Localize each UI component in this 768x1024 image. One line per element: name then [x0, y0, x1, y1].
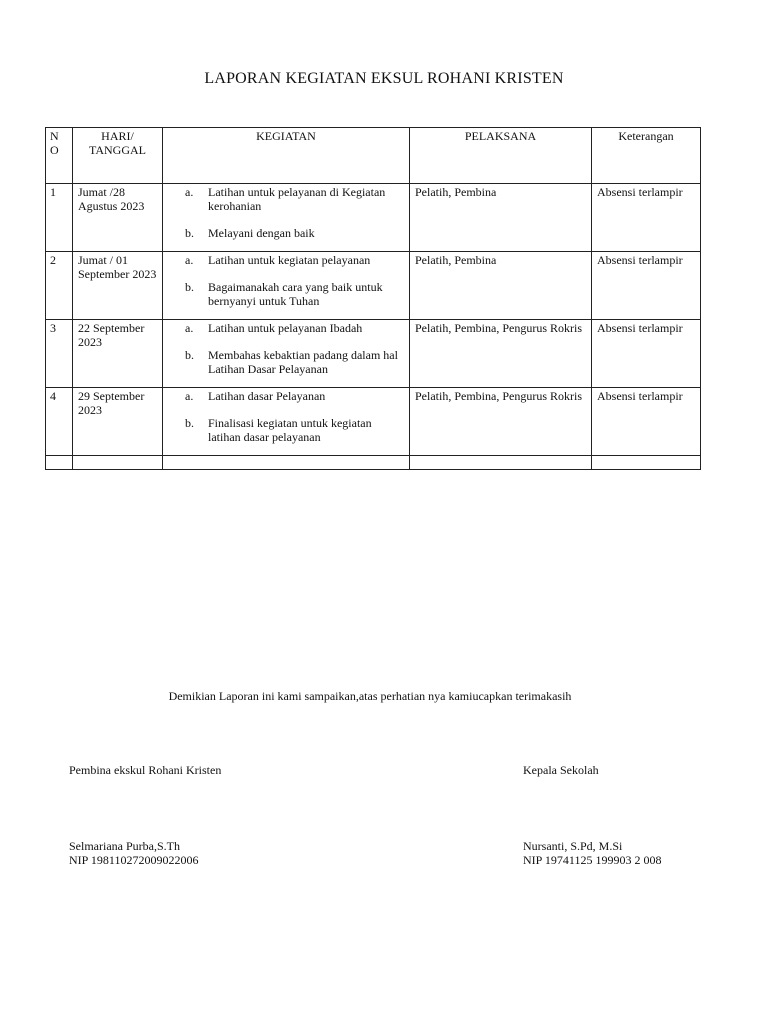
- table-row: [46, 320, 701, 388]
- list-item: [168, 253, 404, 267]
- activity-text: Latihan untuk pelayanan di Kegiatan kerohanian: [208, 185, 386, 213]
- empty-cell: [592, 456, 701, 470]
- table-row: [46, 388, 701, 456]
- right-signature-name: Nursanti, S.Pd, M.Si: [523, 839, 623, 853]
- row-keterangan: Absensi terlampir: [592, 388, 701, 456]
- row-no: 3: [46, 320, 73, 388]
- header-keterangan: Keterangan: [592, 128, 701, 184]
- activity-text: Bagaimanakah cara yang baik untuk bernyanyi untuk Tuhan: [208, 280, 383, 308]
- empty-cell: [410, 456, 592, 470]
- activity-text: Latihan untuk kegiatan pelayanan: [208, 253, 371, 267]
- list-marker: a.: [185, 253, 194, 267]
- list-marker: b.: [185, 226, 194, 240]
- activity-text: Latihan dasar Pelayanan: [208, 389, 326, 403]
- row-pelaksana: Pelatih, Pembina: [410, 252, 592, 320]
- row-no: 2: [46, 252, 73, 320]
- row-date: 29 September 2023: [73, 388, 163, 456]
- header-pelaksana: PELAKSANA: [410, 128, 592, 184]
- closing-statement: Demikian Laporan ini kami sampaikan,atas perhatian nya kamiucapkan terimakasih: [168, 689, 572, 703]
- row-activities: [163, 320, 410, 388]
- empty-cell: [73, 456, 163, 470]
- list-item: [168, 416, 404, 444]
- activity-text: Melayani dengan baik: [208, 226, 315, 240]
- row-pelaksana: Pelatih, Pembina, Pengurus Rokris: [410, 320, 592, 388]
- row-date: 22 September 2023: [73, 320, 163, 388]
- row-no: 4: [46, 388, 73, 456]
- row-keterangan: Absensi terlampir: [592, 184, 701, 252]
- list-marker: b.: [185, 280, 194, 294]
- left-signature-nip: NIP 198110272009022006: [69, 853, 199, 867]
- row-date: Jumat / 01 September 2023: [73, 252, 163, 320]
- row-pelaksana: Pelatih, Pembina, Pengurus Rokris: [410, 388, 592, 456]
- row-activities: [163, 184, 410, 252]
- empty-row: [46, 456, 701, 470]
- list-item: [168, 321, 404, 335]
- list-item: [168, 280, 404, 308]
- left-signature-role: Pembina ekskul Rohani Kristen: [69, 763, 222, 777]
- activity-text: Latihan untuk pelayanan Ibadah: [208, 321, 363, 335]
- header-kegiatan: KEGIATAN: [163, 128, 410, 184]
- list-item: [168, 226, 404, 240]
- table-row: [46, 184, 701, 252]
- activity-text: Finalisasi kegiatan untuk kegiatan latihan dasar pelayanan: [208, 416, 372, 444]
- table-row: [46, 252, 701, 320]
- list-marker: a.: [185, 321, 194, 335]
- table-header-row: [46, 128, 701, 184]
- list-marker: b.: [185, 348, 194, 362]
- header-no: N O: [46, 128, 73, 184]
- list-marker: b.: [185, 416, 194, 430]
- row-date: Jumat /28 Agustus 2023: [73, 184, 163, 252]
- row-keterangan: Absensi terlampir: [592, 320, 701, 388]
- row-activities: [163, 252, 410, 320]
- row-keterangan: Absensi terlampir: [592, 252, 701, 320]
- empty-cell: [163, 456, 410, 470]
- right-signature-nip: NIP 19741125 199903 2 008: [523, 853, 662, 867]
- row-no: 1: [46, 184, 73, 252]
- list-marker: a.: [185, 389, 194, 403]
- list-item: [168, 348, 404, 376]
- empty-cell: [46, 456, 73, 470]
- row-activities: [163, 388, 410, 456]
- document-title: LAPORAN KEGIATAN EKSUL ROHANI KRISTEN: [204, 70, 564, 87]
- list-marker: a.: [185, 185, 194, 199]
- left-signature-name: Selmariana Purba,S.Th: [69, 839, 180, 853]
- row-pelaksana: Pelatih, Pembina: [410, 184, 592, 252]
- activity-table: [45, 127, 701, 470]
- list-item: [168, 389, 404, 403]
- right-signature-role: Kepala Sekolah: [523, 763, 599, 777]
- header-hari-tanggal: HARI/ TANGGAL: [73, 128, 163, 184]
- list-item: [168, 185, 404, 213]
- activity-text: Membahas kebaktian padang dalam hal Latihan Dasar Pelayanan: [208, 348, 398, 376]
